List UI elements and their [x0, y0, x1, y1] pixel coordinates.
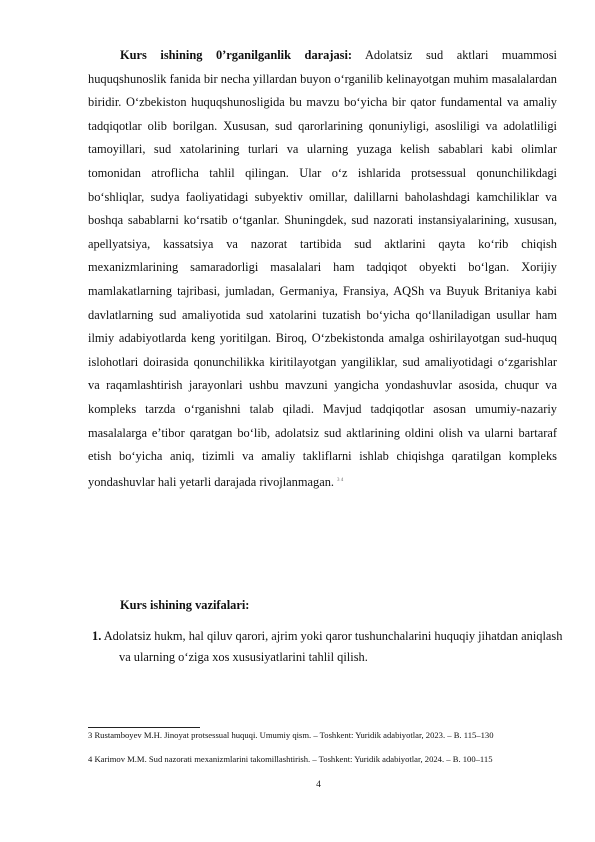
body-paragraph: [88, 44, 557, 494]
task-number: 1.: [92, 629, 102, 643]
task-text: Adolatsiz hukm, hal qiluv qarori, ajrim yoki qaror tushunchalarini huquqiy jihatdan aniqlash va ularning o‘ziga xos xususiyatlarini tahlil qilish.: [103, 629, 563, 664]
footnote-reference-marks: 3 4: [337, 477, 344, 483]
task-item: [92, 626, 569, 668]
page-number: 4: [316, 780, 321, 790]
footnote-separator: [88, 727, 200, 728]
paragraph-lead: Kurs ishining 0’rganilganlik darajasi:: [120, 48, 353, 62]
paragraph-text: Adolatsiz sud aktlari muammosi huquqshunoslik fanida bir necha yillardan buyon o‘rganilib kelinayotgan muhim masalalardan biridir. O‘zbekiston huquqshunosligida bu mavzu bo‘yicha bir qator fundamental va amaliy tadqiqotlar olib borilgan. Xususan, sud qarorlarining qonuniyligi, asosliligi va adolatliligi tamoyillari, sud xatolarining turlari va ularning yuzaga kelish sabablari kabi olimlar tomonidan atroflicha tahlil qilingan. Ular o‘z ishlarida protsessual qonunchilikdagi bo‘shliqlar, sudya faoliyatidagi subyektiv omillar, dalillarni baholashdagi kamchiliklar va boshqa sabablarni ko‘rsatib o‘tganlar. Shuningdek, sud nazorati instansiyalarining, xususan, apellyatsiya, kassatsiya va nazorat tartibida sud aktlarini qayta ko‘rib chiqish mexanizmlarining samaradorligi masalalari ham tadqiqot obyekti bo‘lgan. Xorijiy mamlakatlarning tajribasi, jumladan, Germaniya, Fransiya, AQSh va Buyuk Britaniya kabi davlatlarning sud amaliyotida sud xatolarini tuzatish bo‘yicha qo‘llaniladigan usullar ham ilmiy adabiyotlarda keng yoritilgan. Biroq, O‘zbekistonda amalga oshirilayotgan sud-huquq islohotlari doirasida qonunchilikka kiritilayotgan yangiliklar, sud amaliyotidagi o‘zgarishlar va raqamlashtirish jarayonlari ushbu mavzuni yangicha yondashuvlar asosida, chuqur va kompleks tarzda o‘rganishni talab qiladi. Mavjud tadqiqotlar asosan umumiy-nazariy masalalarga e’tibor qaratgan bo‘lib, adolatsiz sud aktlarining oldini olish va ularni bartaraf etish bo‘yicha aniq, tizimli va amaliy takliflarni ishlab chiqishga qaratilgan kompleks yondashuvlar hali yetarli darajada rivojlanmagan.: [88, 48, 557, 489]
tasks-heading: Kurs ishining vazifalari:: [120, 598, 250, 612]
footnote-3: 3 Rustamboyev M.H. Jinoyat protsessual huquqi. Umumiy qism. – Toshkent: Yuridik adabiyotlar, 2023. – B. 115–130: [88, 730, 494, 740]
footnote-4: 4 Karimov M.M. Sud nazorati mexanizmlarini takomillashtirish. – Toshkent: Yuridik adabiyotlar, 2024. – B. 100–115: [88, 754, 493, 764]
